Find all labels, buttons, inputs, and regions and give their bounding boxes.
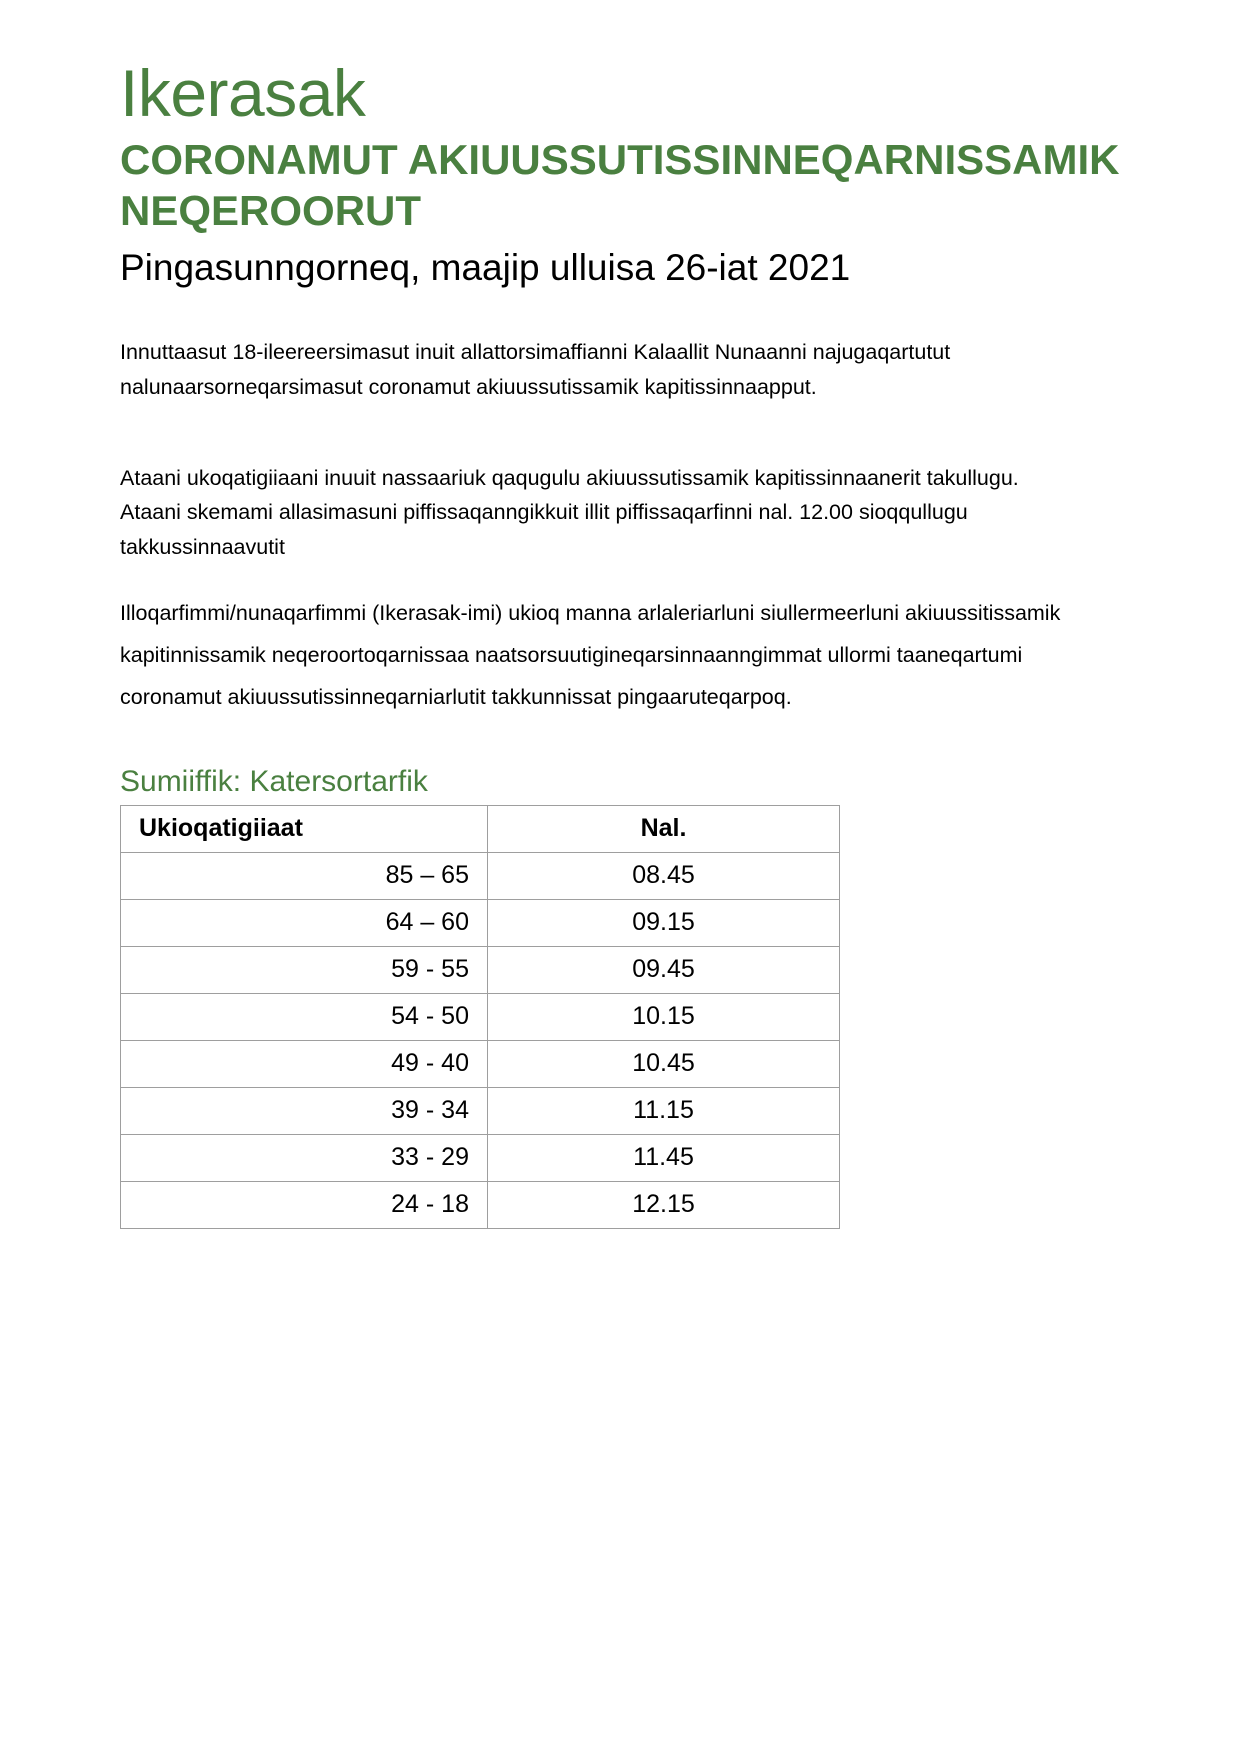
cell-age: 54 - 50: [121, 993, 488, 1040]
table-row: [121, 852, 840, 899]
cell-age: 49 - 40: [121, 1040, 488, 1087]
cell-time: 11.45: [488, 1134, 840, 1181]
table-header-row: [121, 805, 840, 852]
table-row: [121, 1181, 840, 1228]
section-heading-location: Sumiiffik: Katersortarfik: [120, 764, 428, 798]
table-row: [121, 1040, 840, 1087]
cell-age: 85 – 65: [121, 852, 488, 899]
table-row: [121, 1134, 840, 1181]
cell-time: 09.15: [488, 899, 840, 946]
table-header-age: Ukioqatigiiaat: [121, 805, 488, 852]
document-subtitle: Pingasunngorneq, maajip ulluisa 26-iat 2021: [120, 247, 851, 289]
cell-age: 59 - 55: [121, 946, 488, 993]
paragraph-3: Illoqarfimmi/nunaqarfimmi (Ikerasak-imi) ukioq manna arlaleriarluni siullermeerluni akiuussitissamik kapitinnissamik neqeroortoqarnissaa naatsorsuutigineqarsinnaanngimmat ullormi taaneqartumi coronamut akiuussutissinneqarniarlutit takkunnissat pingaaruteqarpoq.: [120, 601, 1061, 709]
cell-time: 10.45: [488, 1040, 840, 1087]
table-row: [121, 946, 840, 993]
document-heading: CORONAMUT AKIUUSSUTISSINNEQARNISSAMIK NEQEROORUT: [120, 136, 1120, 235]
cell-time: 11.15: [488, 1087, 840, 1134]
cell-age: 39 - 34: [121, 1087, 488, 1134]
cell-time: 10.15: [488, 993, 840, 1040]
schedule-table: [120, 805, 840, 1229]
paragraph-2: Ataani ukoqatigiiaani inuuit nassaariuk qaqugulu akiuussutissamik kapitissinnaanerit takullugu. Ataani skemami allasimasuni piffissaqanngikkuit illit piffissaqarfinni nal. 12.00 sioqqullugu takkussinnaavutit: [120, 465, 1019, 560]
paragraph-1: Innuttaasut 18-ileereersimasut inuit allattorsimaffianni Kalaallit Nunaanni najugaqartutut nalunaarsorneqarsimasut coronamut akiuussutissamik kapitissinnaapput.: [120, 339, 951, 399]
table-header-time: Nal.: [488, 805, 840, 852]
cell-time: 09.45: [488, 946, 840, 993]
page-title: Ikerasak: [120, 56, 366, 130]
table-row: [121, 899, 840, 946]
cell-time: 08.45: [488, 852, 840, 899]
table-row: [121, 993, 840, 1040]
cell-age: 64 – 60: [121, 899, 488, 946]
cell-age: 24 - 18: [121, 1181, 488, 1228]
cell-age: 33 - 29: [121, 1134, 488, 1181]
cell-time: 12.15: [488, 1181, 840, 1228]
table-row: [121, 1087, 840, 1134]
